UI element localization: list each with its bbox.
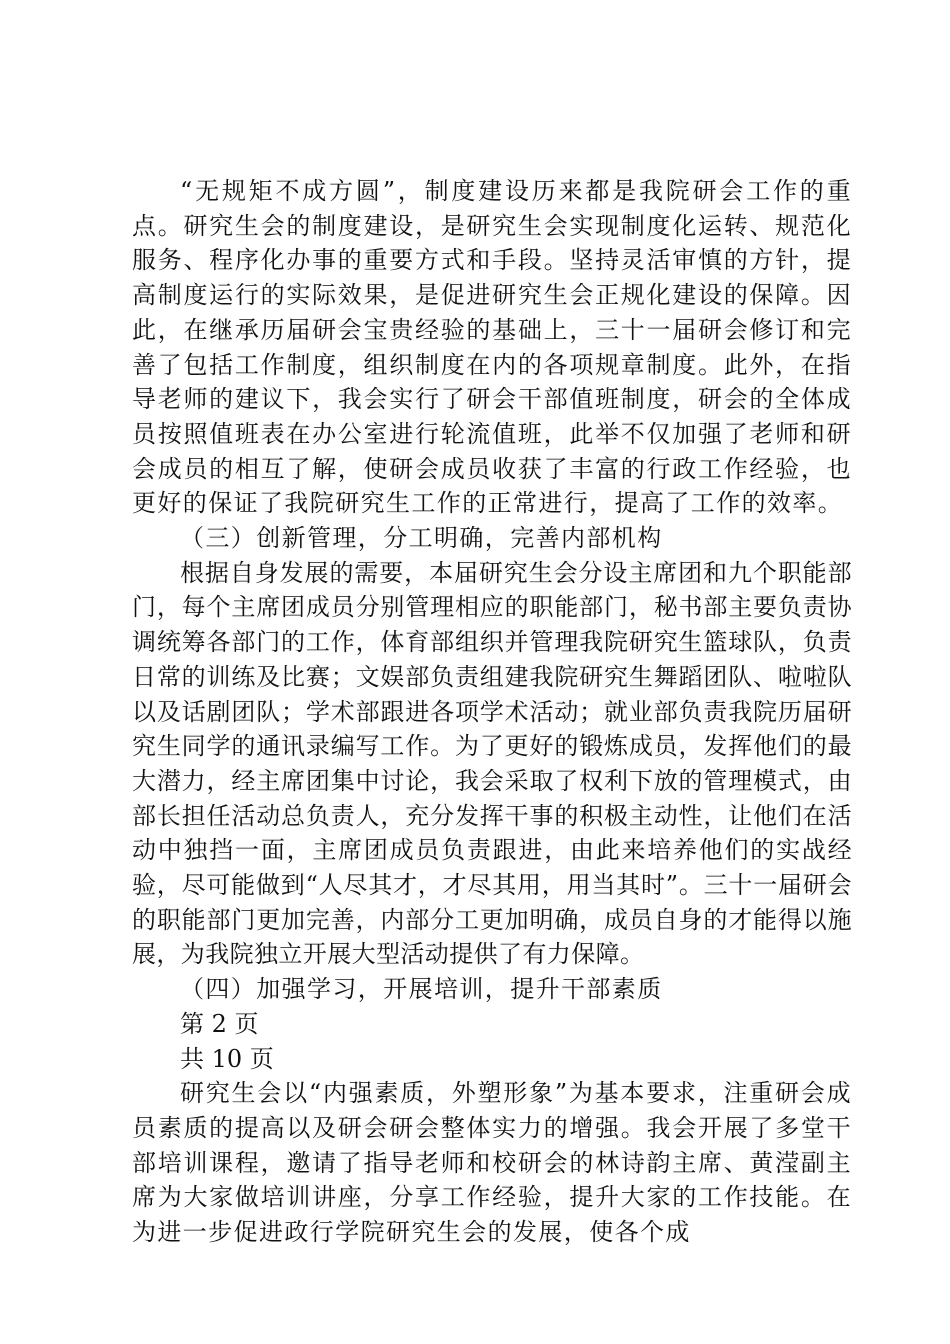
document-body	[132, 174, 852, 1250]
page-total: 共 10 页	[180, 1044, 274, 1073]
paragraph-departments: 根据自身发展的需要，本届研究生会分设主席团和九个职能部门，每个主席团成员分别管理相应的职能部门，秘书部主要负责协调统筹各部门的工作，体育部组织并管理我院研究生篮球队，负责日常的训练及比赛；文娱部负责组建我院研究生舞蹈团队、啦啦队以及话剧团队；学术部跟进各项学术活动；就业部负责我院历届研究生同学的通讯录编写工作。为了更好的锻炼成员，发挥他们的最大潜力，经主席团集中讨论，我会采取了权利下放的管理模式，由部长担任活动总负责人，充分发挥干事的积极主动性，让他们在活动中独挡一面，主席团成员负责跟进，由此来培养他们的实战经验，尽可能做到“人尽其才，才尽其用，用当其时”。三十一届研会的职能部门更加完善，内部分工更加明确，成员自身的才能得以施展，为我院独立开展大型活动提供了有力保障。	[132, 558, 852, 969]
paragraph-training: 研究生会以“内强素质，外塑形象”为基本要求，注重研会成员素质的提高以及研会研会整体实力的增强。我会开展了多堂干部培训课程，邀请了指导老师和校研会的林诗韵主席、黄滢副主席为大家做培训讲座，分享工作经验，提升大家的工作技能。在为进一步促进政行学院研究生会的发展，使各个成	[132, 1079, 852, 1247]
section-heading-training: （四）加强学习，开展培训，提升干部素质	[180, 975, 663, 1004]
page-number: 第 2 页	[180, 1009, 259, 1038]
section-heading-innovative-management: （三）创新管理，分工明确，完善内部机构	[180, 524, 663, 553]
paragraph-institution-building: “无规矩不成方圆”，制度建设历来都是我院研会工作的重点。研究生会的制度建设，是研究生会实现制度化运转、规范化服务、程序化办事的重要方式和手段。坚持灵活审慎的方针，提高制度运行的实际效果，是促进研究生会正规化建设的保障。因此，在继承历届研会宝贵经验的基础上，三十一届研会修订和完善了包括工作制度，组织制度在内的各项规章制度。此外，在指导老师的建议下，我会实行了研会干部值班制度，研会的全体成员按照值班表在办公室进行轮流值班，此举不仅加强了老师和研会成员的相互了解，使研会成员收获了丰富的行政工作经验，也更好的保证了我院研究生工作的正常进行，提高了工作的效率。	[132, 177, 852, 518]
